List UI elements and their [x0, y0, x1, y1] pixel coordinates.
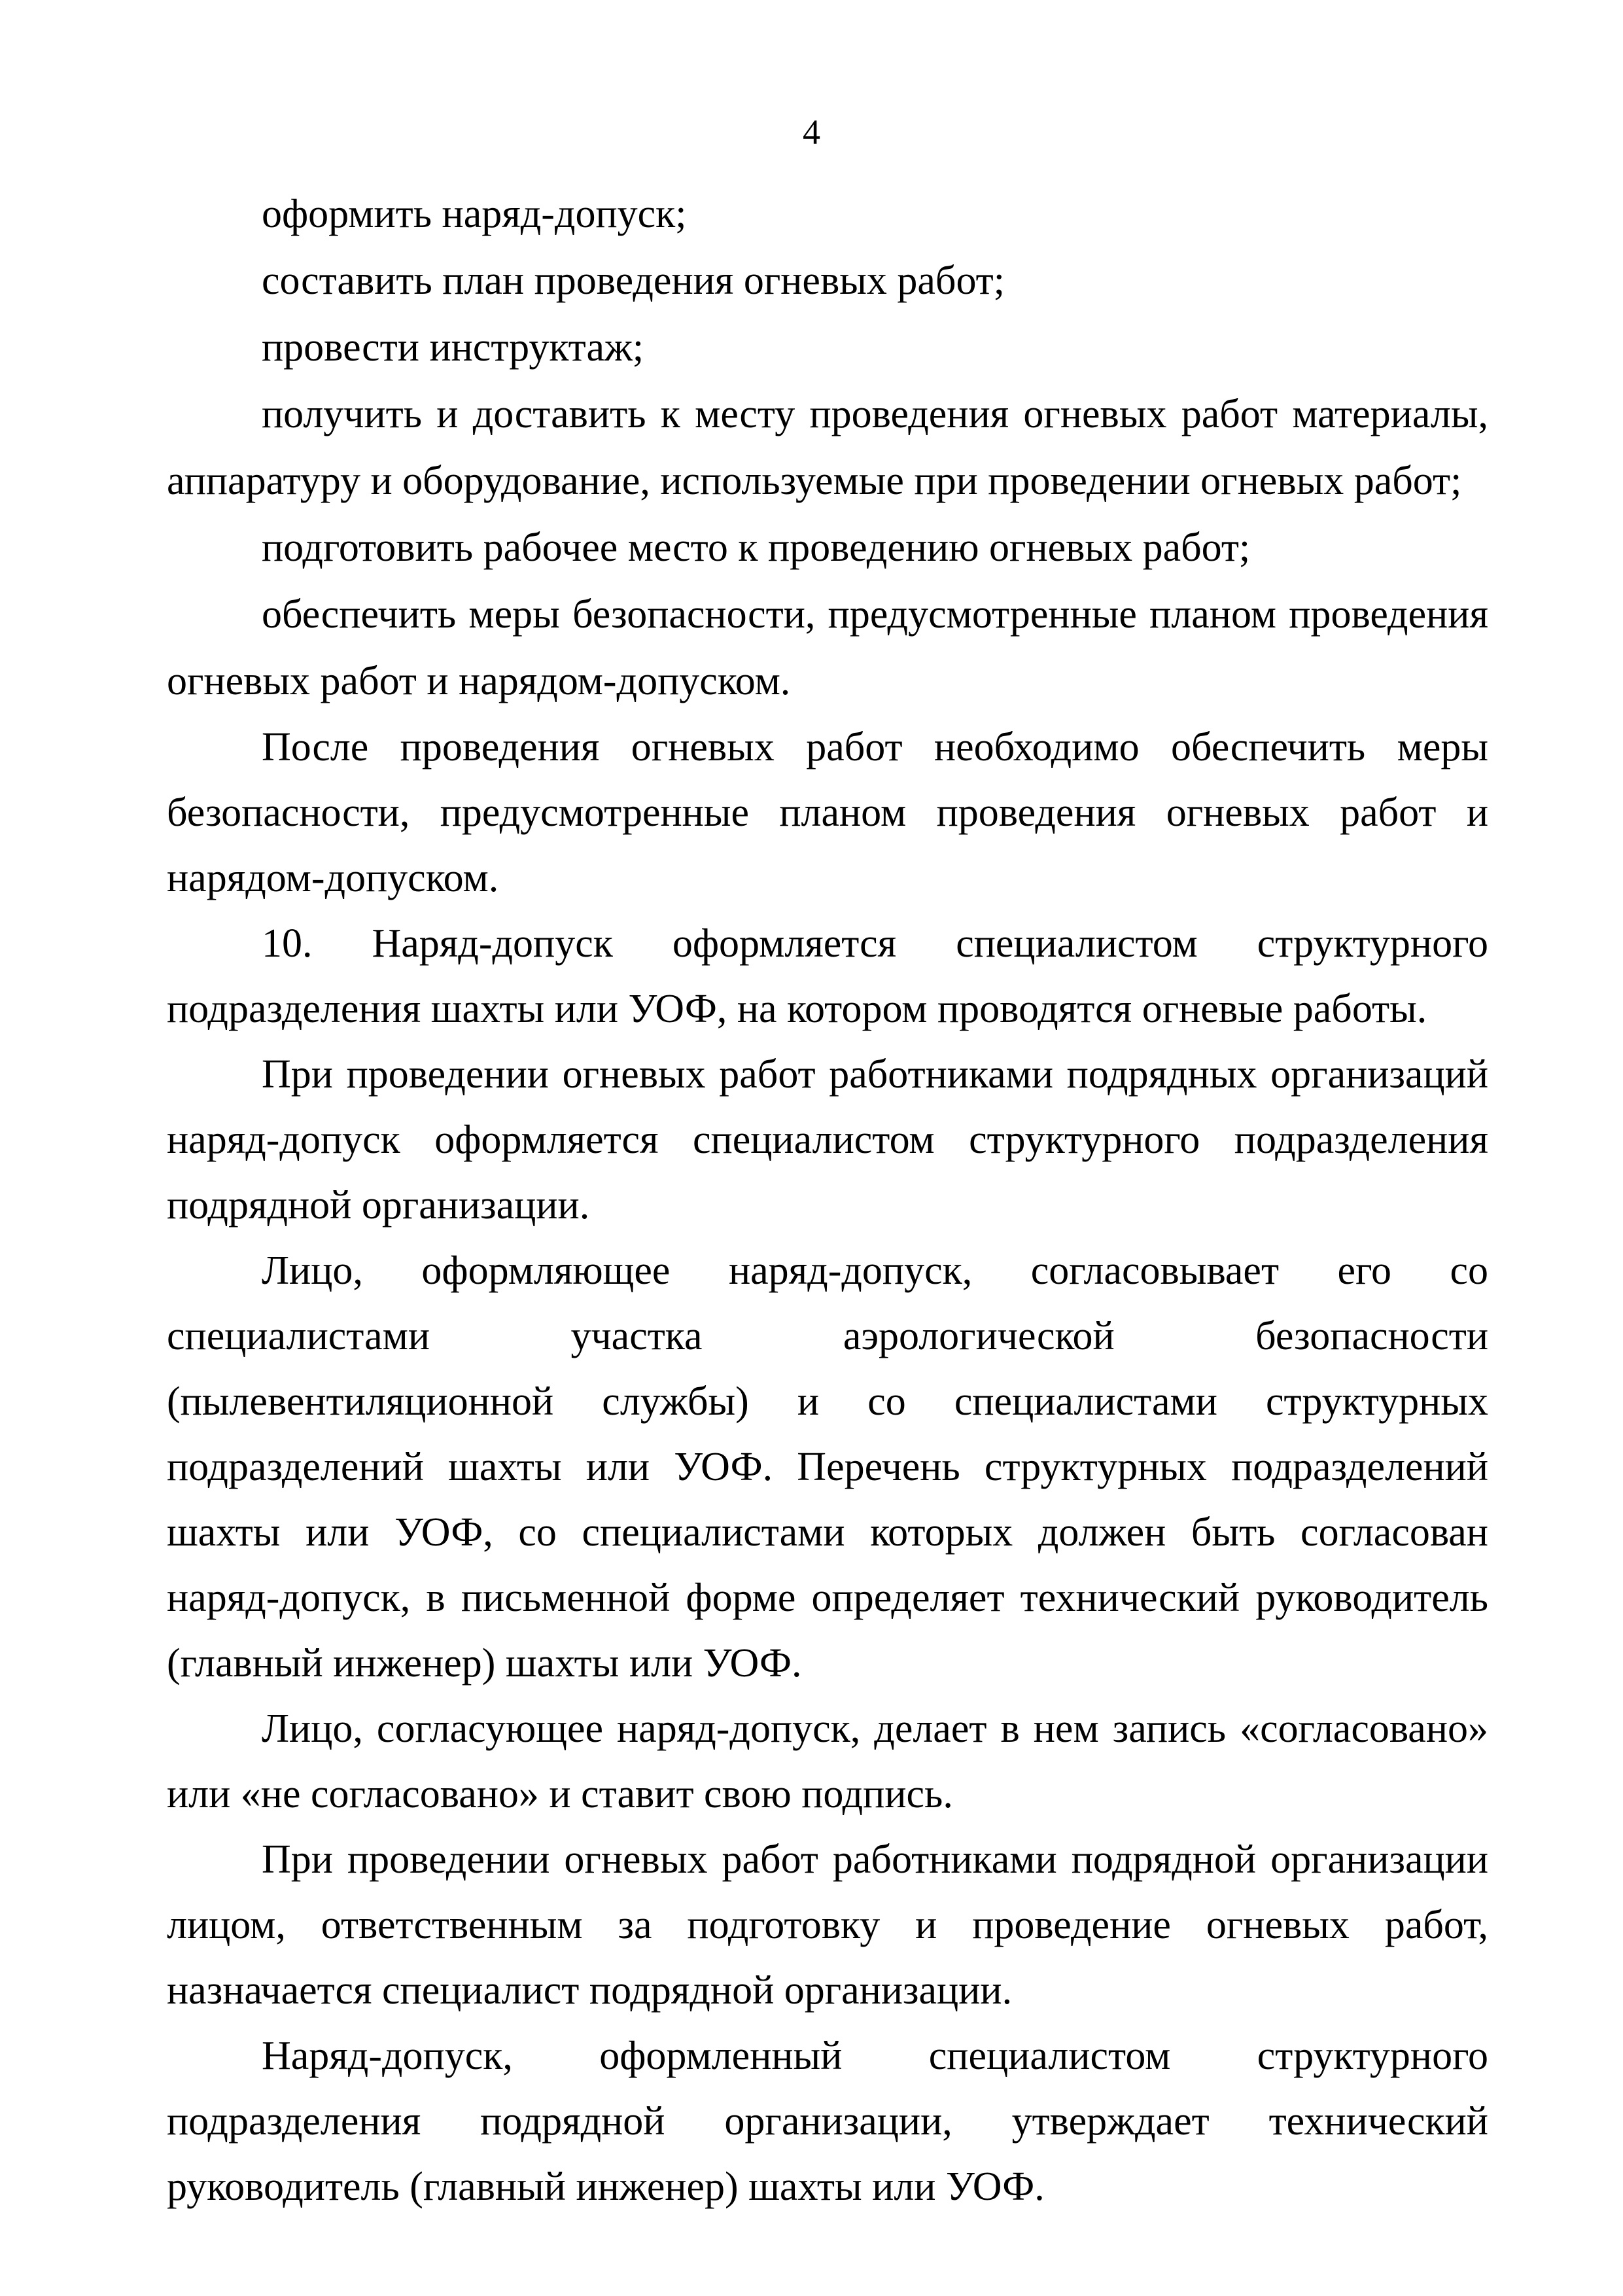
paragraph: Наряд-допуск, оформленный специалистом структурного подразделения подрядной организации, утверждает технический руководитель (главный инженер) шахты или УОФ.: [167, 2034, 1488, 2209]
list-item: получить и доставить к месту проведения огневых работ материалы, аппаратуру и оборудование, используемые при проведении огневых работ;: [167, 392, 1488, 503]
list-item: оформить наряд-допуск;: [262, 192, 687, 236]
list-item: провести инструктаж;: [262, 325, 644, 370]
list-item: подготовить рабочее место к проведению огневых работ;: [262, 525, 1251, 570]
page-number: 4: [803, 113, 820, 152]
document-body: [167, 181, 1488, 2219]
paragraph: При проведении огневых работ работниками подрядных организаций наряд-допуск оформляется специалистом структурного подразделения подрядной организации.: [167, 1052, 1488, 1227]
paragraph: После проведения огневых работ необходимо обеспечить меры безопасности, предусмотренные планом проведения огневых работ и нарядом-допуском.: [167, 725, 1488, 900]
paragraph-item-10: 10. Наряд-допуск оформляется специалистом структурного подразделения шахты или УОФ, на котором проводятся огневые работы.: [167, 921, 1488, 1031]
paragraph: Лицо, оформляющее наряд-допуск, согласовывает его со специалистами участка аэрологической безопасности (пылевентиляционной службы) и со специалистами структурных подразделений шахты или УОФ. Перечень структурных подразделений шахты или УОФ, со специалистами которых должен быть согласован наряд-допуск, в письменной форме определяет технический руководитель (главный инженер) шахты или УОФ.: [167, 1248, 1488, 1686]
list-item: обеспечить меры безопасности, предусмотренные планом проведения огневых работ и нарядом-допуском.: [167, 592, 1488, 703]
paragraph: При проведении огневых работ работниками подрядной организации лицом, ответственным за подготовку и проведение огневых работ, назначается специалист подрядной организации.: [167, 1837, 1488, 2013]
paragraph: Лицо, согласующее наряд-допуск, делает в нем запись «согласовано» или «не согласовано» и ставит свою подпись.: [167, 1706, 1488, 1816]
list-item: составить план проведения огневых работ;: [262, 258, 1005, 303]
